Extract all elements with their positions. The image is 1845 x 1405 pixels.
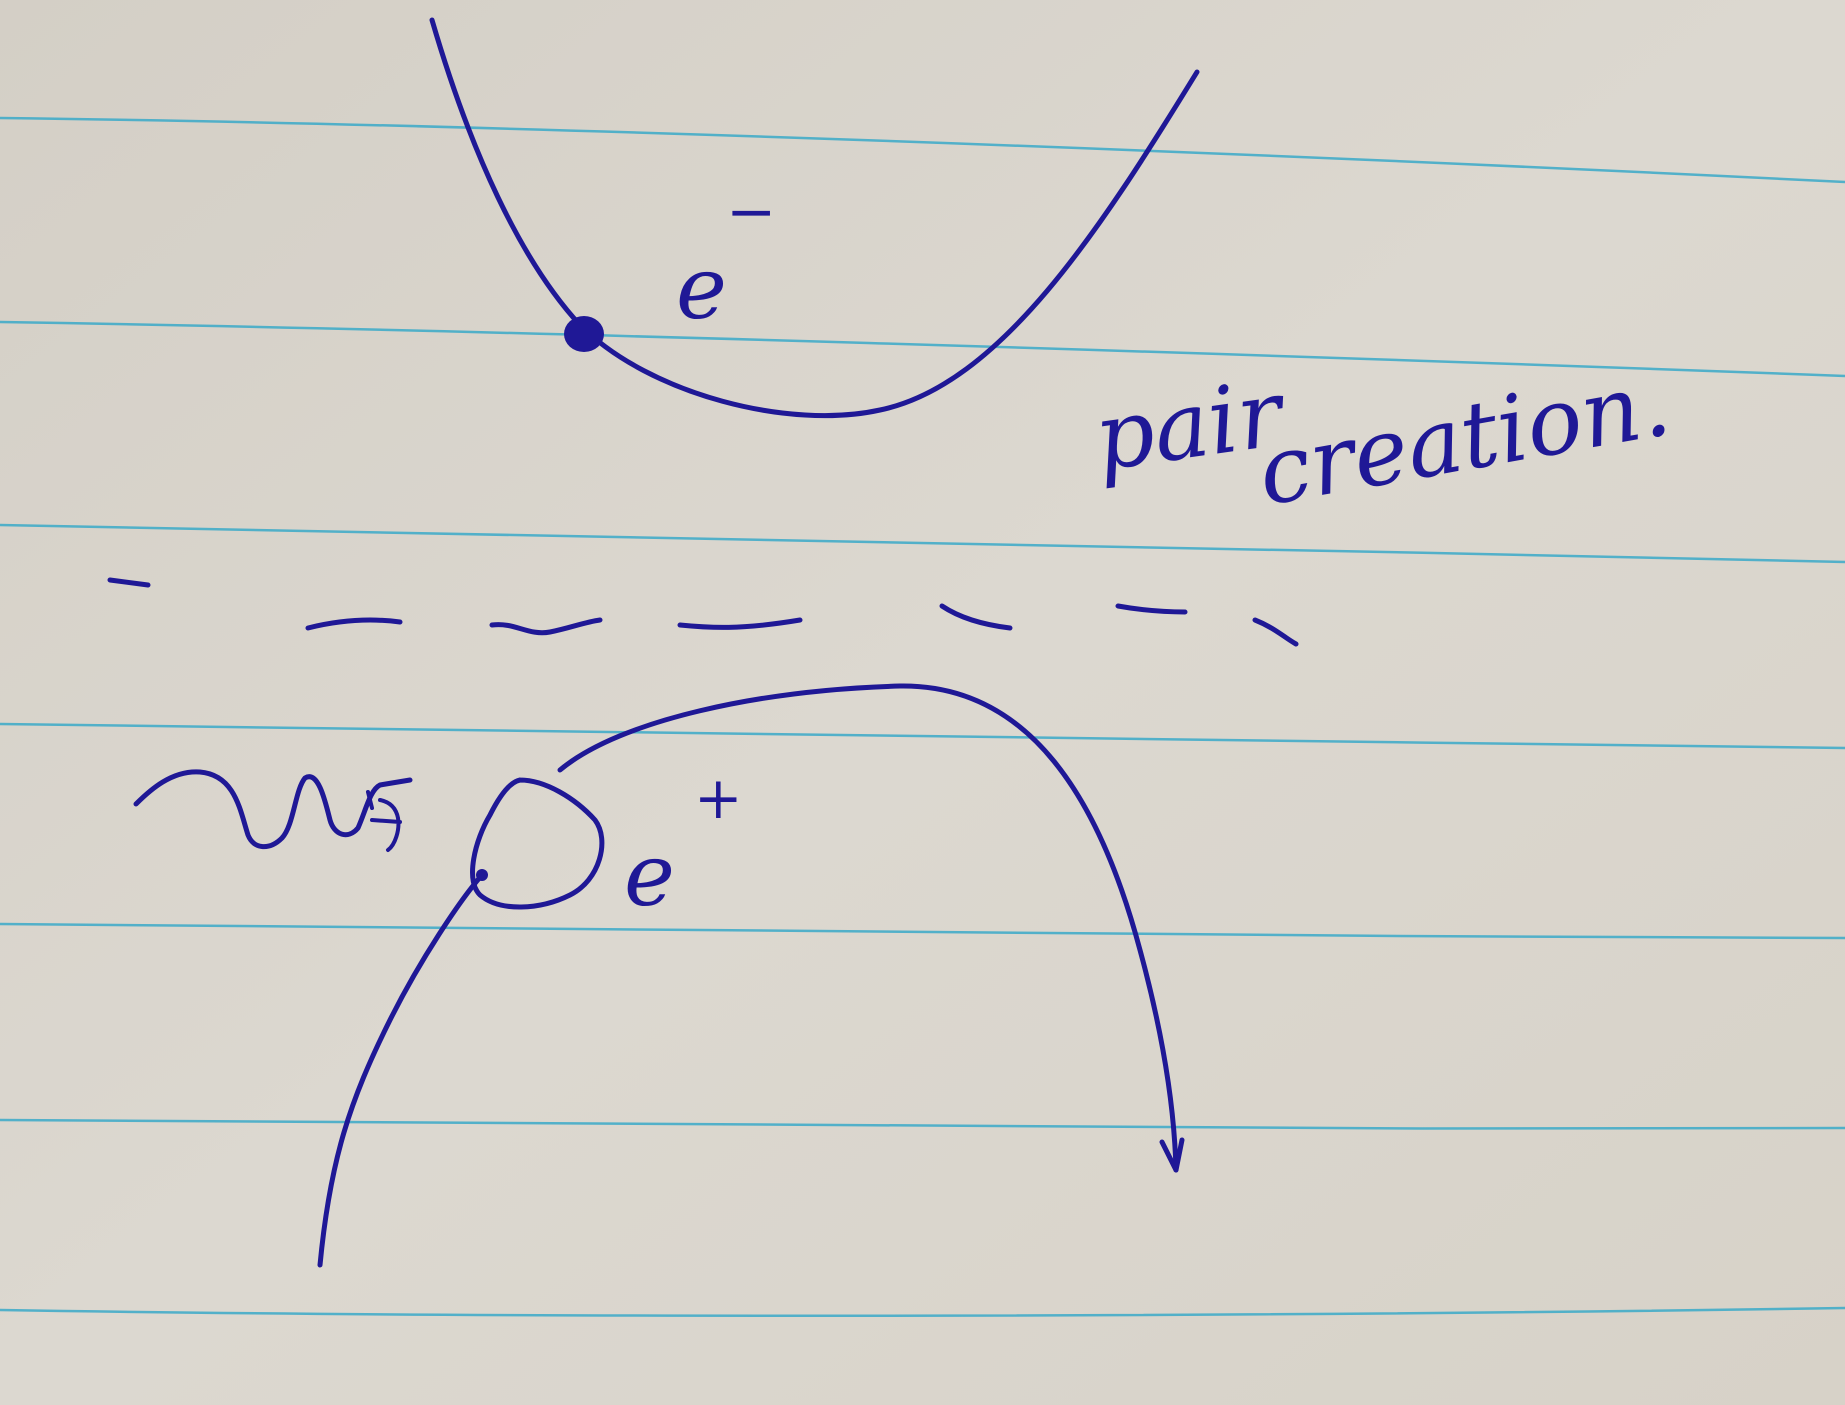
electron-label: e <box>676 239 727 339</box>
note-creation: creation. <box>1250 349 1678 527</box>
positron-label: e <box>624 826 675 926</box>
note-pair: pair <box>1088 359 1289 492</box>
electron-charge-sign: − <box>726 177 777 247</box>
vertex-dot <box>564 316 604 352</box>
positron-charge-sign: + <box>694 764 743 832</box>
